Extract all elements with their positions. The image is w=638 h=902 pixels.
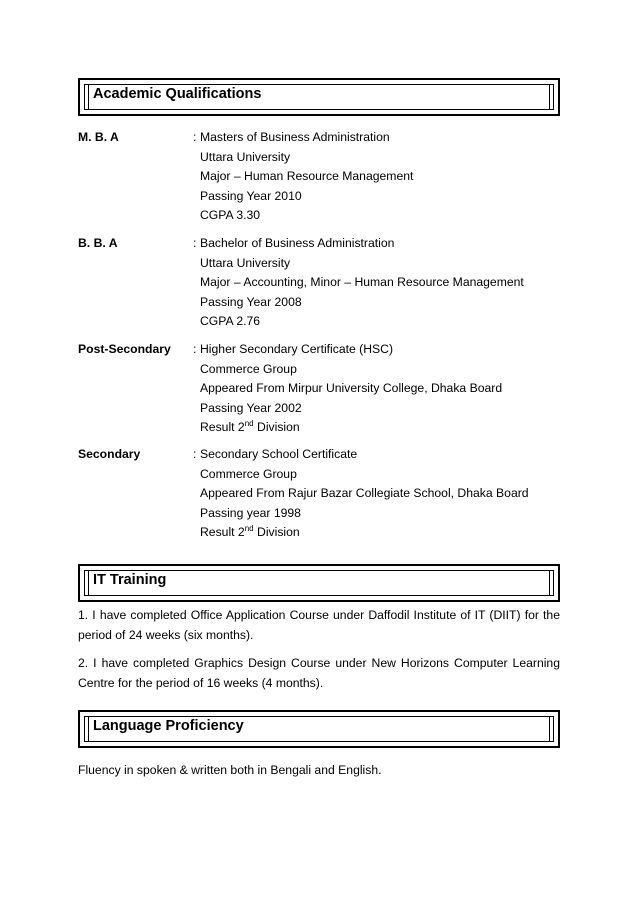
result-line: Result 2nd Division — [200, 524, 300, 540]
detail-line: Appeared From Rajur Bazar Collegiate School, Dhaka Board — [200, 486, 529, 501]
colon: : — [193, 342, 197, 356]
detail-line: Masters of Business Administration — [200, 130, 390, 144]
detail-line: Secondary School Certificate — [200, 447, 358, 461]
section-header-language — [78, 710, 560, 748]
detail-line: Major – Human Resource Management — [200, 169, 414, 184]
qualification-details — [200, 340, 502, 438]
colon: : — [193, 447, 197, 461]
detail-line: Passing Year 2002 — [200, 400, 302, 415]
detail-line: Commerce Group — [200, 466, 297, 481]
detail-line: Passing year 1998 — [200, 505, 301, 520]
colon: : — [193, 130, 197, 144]
ordinal-suffix: nd — [244, 524, 254, 534]
qualification-details — [200, 445, 529, 543]
section-header-academic — [78, 78, 560, 116]
section-title: Language Proficiency — [93, 718, 244, 734]
detail-line: Appeared From Mirpur University College, Dhaka Board — [200, 381, 503, 396]
detail-line: Passing Year 2008 — [200, 294, 302, 309]
ordinal-suffix: nd — [244, 419, 254, 429]
detail-line: CGPA 2.76 — [200, 314, 261, 329]
qualification-label: B. B. A — [78, 236, 118, 250]
result-line: Result 2nd Division — [200, 419, 300, 435]
it-training-item: 1. I have completed Office Application Course under Daffodil Institute of IT (DIIT) for the period of 24 weeks (six months). — [78, 608, 560, 642]
qualification-label: Post-Secondary — [78, 342, 171, 356]
detail-line: Commerce Group — [200, 361, 297, 376]
qualification-details — [200, 128, 413, 226]
section-title: Academic Qualifications — [93, 86, 262, 102]
section-title: IT Training — [93, 572, 167, 588]
detail-line: CGPA 3.30 — [200, 208, 261, 223]
qualification-details — [200, 234, 524, 332]
it-training-item: 2. I have completed Graphics Design Course under New Horizons Computer Learning Centre for the period of 16 weeks (4 months). — [78, 656, 560, 690]
detail-line: Uttara University — [200, 149, 291, 164]
detail-line: Bachelor of Business Administration — [200, 236, 395, 250]
language-text: Fluency in spoken & written both in Bengali and English. — [78, 763, 382, 777]
qualification-label: M. B. A — [78, 130, 119, 144]
colon: : — [193, 236, 197, 250]
detail-line: Passing Year 2010 — [200, 188, 302, 203]
detail-line: Major – Accounting, Minor – Human Resource Management — [200, 275, 524, 290]
detail-line: Uttara University — [200, 255, 291, 270]
qualification-label: Secondary — [78, 447, 141, 461]
detail-line: Higher Secondary Certificate (HSC) — [200, 342, 394, 356]
section-header-it-training — [78, 564, 560, 602]
